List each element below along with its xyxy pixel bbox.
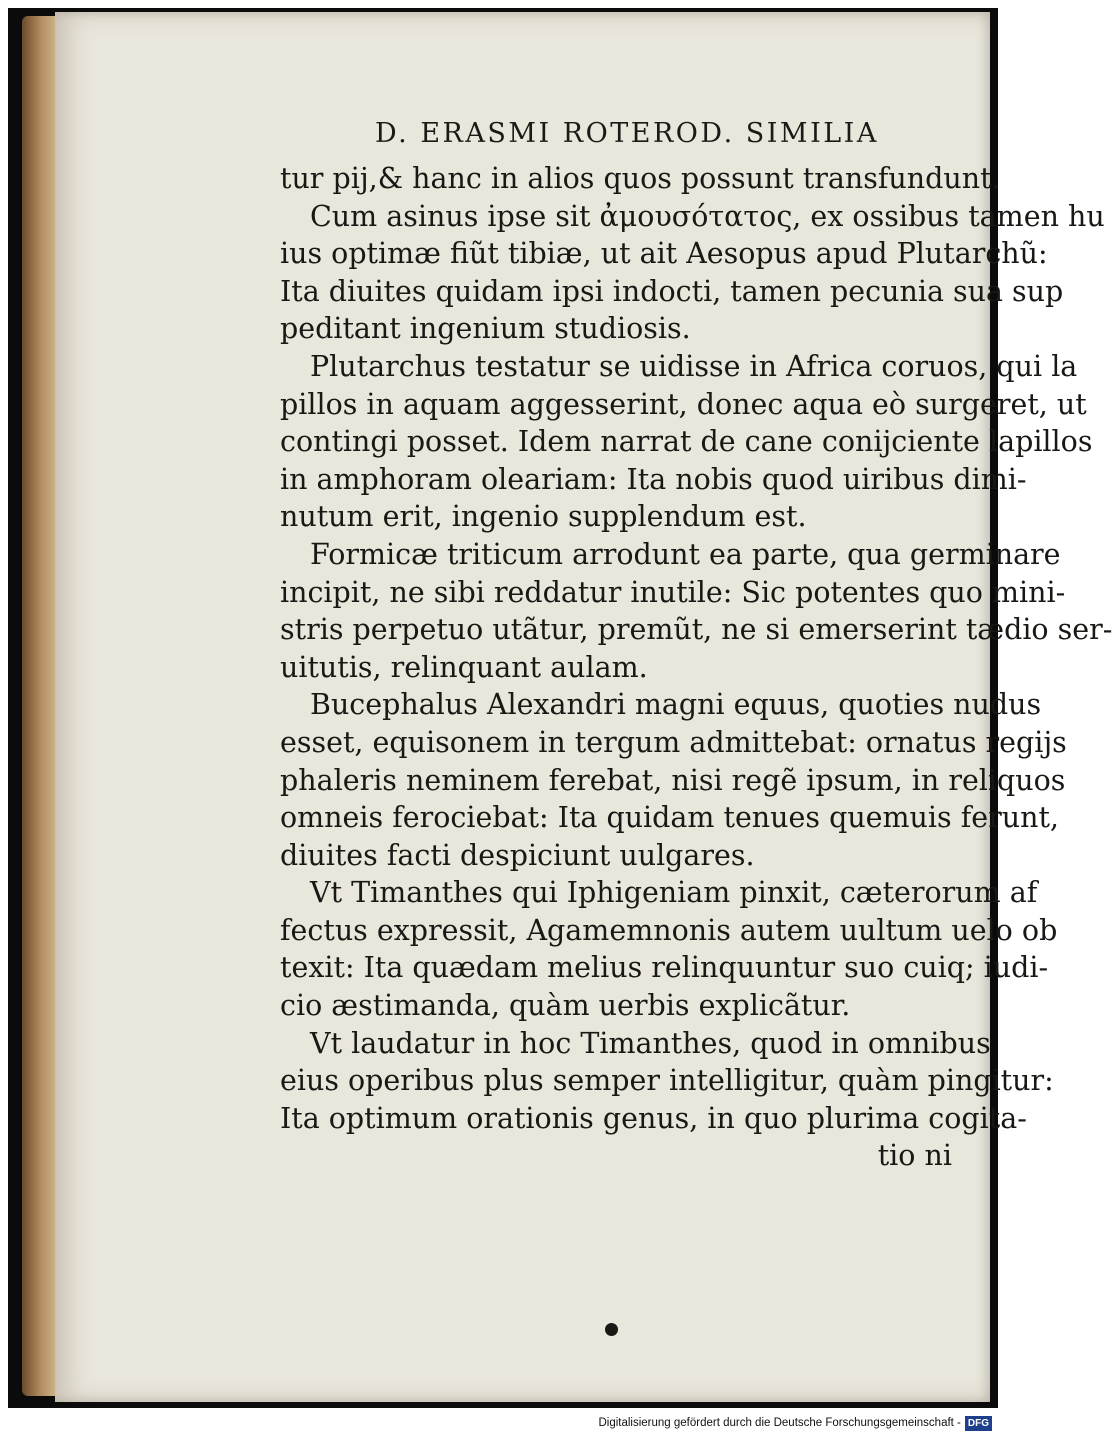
text-line: Formicæ triticum arrodunt ea parte, qua germinare	[310, 537, 1061, 571]
digitization-footer	[598, 1414, 992, 1432]
text-line: cio æstimanda, quàm uerbis explicãtur.	[280, 989, 851, 1023]
text-line: incipit, ne sibi reddatur inutile: Sic potentes quo mini-	[280, 575, 1066, 609]
catchword: tio ni	[877, 1139, 952, 1173]
text-line: omneis ferociebat: Ita quidam tenues quemuis ferunt,	[280, 801, 1059, 835]
text-line: contingi posset. Idem narrat de cane conijciente lapillos	[280, 425, 1093, 459]
text-line: in amphoram oleariam: Ita nobis quod uiribus dimi-	[280, 462, 1027, 496]
text-line: Bucephalus Alexandri magni equus, quoties nudus	[310, 688, 1042, 722]
text-line: pillos in aquam aggesserint, donec aqua eò surgeret, ut	[280, 387, 1087, 421]
text-line: fectus expressit, Agamemnonis autem uultum uelo ob	[280, 913, 1058, 947]
text-line: Cum asinus ipse sit ἀμουσότατος, ex ossibus tamen hu	[310, 199, 1105, 233]
text-line: Ita diuites quidam ipsi indocti, tamen pecunia sua sup	[280, 274, 1064, 308]
text-block	[280, 160, 1112, 1175]
text-line: ius optimæ fiũt tibiæ, ut ait Aesopus apud Plutarchũ:	[280, 237, 1048, 271]
dfg-logo-icon: DFG	[965, 1416, 992, 1431]
text-line: texit: Ita quædam melius relinquuntur suo cuiq; iudi-	[280, 951, 1049, 985]
text-line: stris perpetuo utãtur, premũt, ne si emerserint tædio ser-	[280, 613, 1112, 647]
text-line: tur pij,& hanc in alios quos possunt transfundunt.	[280, 162, 1001, 195]
text-line: esset, equisonem in tergum admittebat: ornatus regijs	[280, 725, 1067, 759]
text-line: peditant ingenium studiosis.	[280, 312, 691, 346]
text-line: Vt Timanthes qui Iphigeniam pinxit, cæterorum af	[310, 876, 1038, 910]
text-line: Ita optimum orationis genus, in quo plurima cogita-	[280, 1101, 1027, 1135]
text-line: diuites facti despiciunt uulgares.	[280, 838, 755, 872]
ink-dot-mark	[605, 1323, 618, 1336]
text-line: eius operibus plus semper intelligitur, quàm pingitur:	[280, 1064, 1054, 1098]
text-line: nutum erit, ingenio supplendum est.	[280, 500, 807, 534]
running-head: D. ERASMI ROTEROD. SIMILIA	[375, 118, 879, 149]
text-line: Plutarchus testatur se uidisse in Africa coruos, qui la	[310, 349, 1078, 383]
text-line: phaleris neminem ferebat, nisi regẽ ipsum, in reliquos	[280, 763, 1066, 797]
text-line: uitutis, relinquant aulam.	[280, 650, 648, 684]
footer-credit: Digitalisierung gefördert durch die Deutsche Forschungsgemeinschaft -	[598, 1417, 961, 1429]
text-line: Vt laudatur in hoc Timanthes, quod in omnibus	[310, 1026, 991, 1060]
